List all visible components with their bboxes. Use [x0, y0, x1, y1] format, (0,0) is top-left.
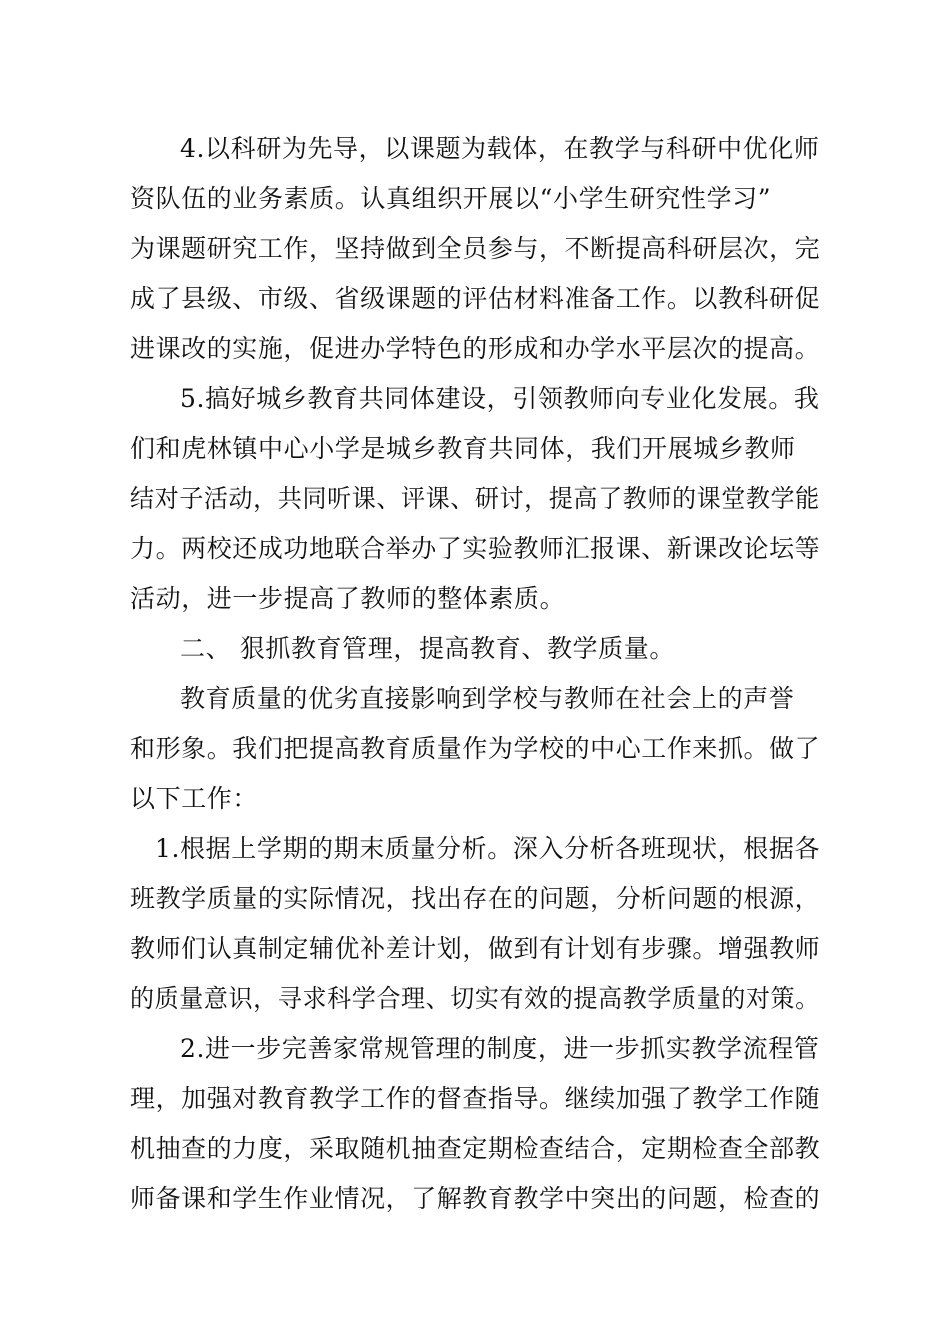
- text-line: 结对子活动，共同听课、评课、研讨，提高了教师的课堂教学能: [130, 484, 820, 513]
- text-line: 机抽查的力度，采取随机抽查定期检查结合，定期检查全部教: [130, 1134, 821, 1163]
- text-line: 和形象。我们把提高教育质量作为学校的中心工作来抓。做了: [130, 734, 821, 763]
- text-line: 4.以科研为先导，以课题为载体，在教学与科研中优化师: [180, 134, 820, 163]
- text-line: 5.搞好城乡教育共同体建设，引领教师向专业化发展。我: [180, 384, 820, 413]
- text-line: 教育质量的优劣直接影响到学校与教师在社会上的声誉: [180, 684, 795, 713]
- text-line: 班教学质量的实际情况，找出存在的问题，分析问题的根源，: [130, 884, 821, 913]
- text-line: 以下工作：: [130, 784, 259, 813]
- text-line: 2.进一步完善家常规管理的制度，进一步抓实教学流程管: [180, 1034, 820, 1063]
- text-line: 力。两校还成功地联合举办了实验教师汇报课、新课改论坛等: [130, 534, 821, 563]
- text-line: 的质量意识，寻求科学合理、切实有效的提高教学质量的对策。: [130, 984, 820, 1013]
- text-line: 们和虎林镇中心小学是城乡教育共同体，我们开展城乡教师: [130, 434, 796, 463]
- text-line: 活动，进一步提高了教师的整体素质。: [130, 584, 566, 613]
- text-line: 教师们认真制定辅优补差计划，做到有计划有步骤。增强教师: [130, 934, 821, 963]
- section-heading: 二、 狠抓教育管理，提高教育、教学质量。: [180, 634, 675, 663]
- text-line: 进课改的实施，促进办学特色的形成和办学水平层次的提高。: [130, 334, 821, 363]
- text-line: 成了县级、市级、省级课题的评估材料准备工作。以教科研促: [130, 284, 821, 313]
- text-line: 为课题研究工作，坚持做到全员参与，不断提高科研层次，完: [130, 234, 821, 263]
- text-line: 资队伍的业务素质。认真组织开展以“小学生研究性学习”: [130, 184, 772, 213]
- text-line: 师备课和学生作业情况，了解教育教学中突出的问题，检查的: [130, 1184, 821, 1213]
- text-line: 1.根据上学期的期末质量分析。深入分析各班现状，根据各: [155, 834, 821, 863]
- text-line: 理，加强对教育教学工作的督查指导。继续加强了教学工作随: [130, 1084, 821, 1113]
